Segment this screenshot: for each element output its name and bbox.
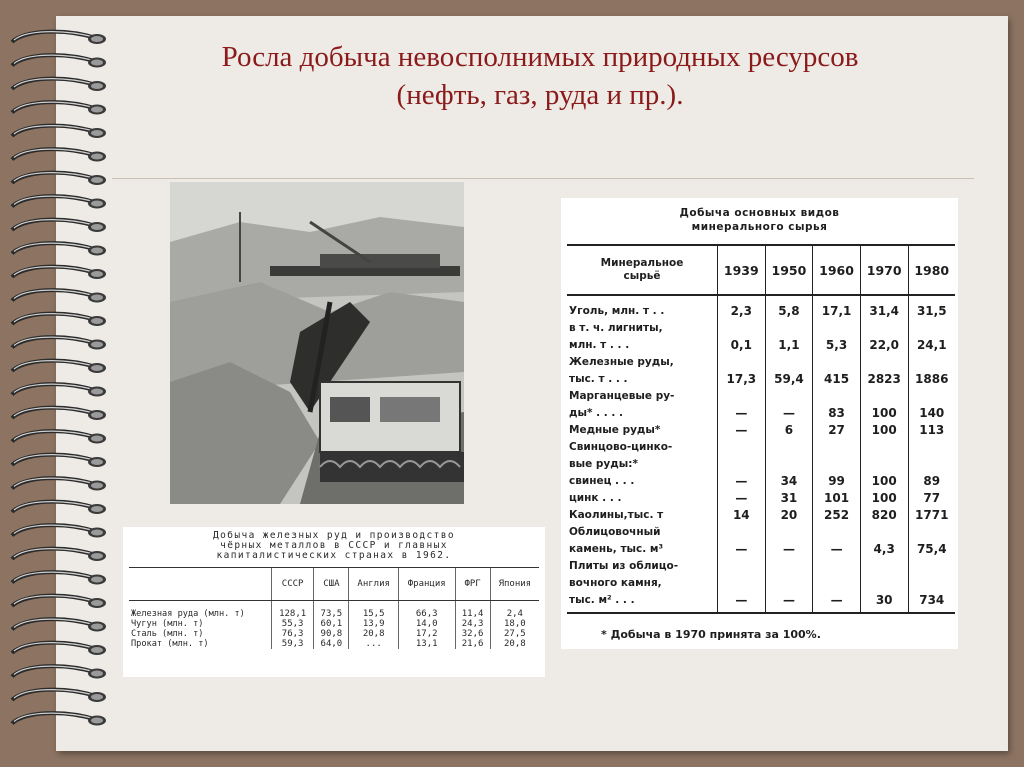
spiral-ring — [12, 713, 106, 725]
table-cell — [765, 574, 813, 591]
row-label: ды* . . . . — [569, 406, 624, 419]
header-cell: ФРГ — [455, 568, 490, 601]
table-row — [567, 540, 955, 557]
spiral-ring — [12, 196, 106, 208]
table-cell: ... — [349, 639, 398, 649]
table-cell — [908, 523, 955, 540]
table-cell: 1,1 — [765, 336, 813, 353]
table-cell — [908, 557, 955, 574]
table-cell: 13,9 — [349, 619, 398, 629]
table-row — [567, 319, 955, 336]
table-cell: 1771 — [908, 506, 955, 523]
spiral-ring — [12, 431, 106, 443]
table-cell: 83 — [813, 404, 861, 421]
row-label: Медные руды* — [569, 423, 661, 436]
table-cell: 34 — [765, 472, 813, 489]
row-label: Свинцово-цинко- — [569, 440, 673, 453]
table-cell: 66,3 — [398, 601, 455, 620]
spiral-ring — [12, 337, 106, 349]
table-cell: 59,3 — [272, 639, 314, 649]
table-cell: — — [718, 489, 766, 506]
spiral-ring — [12, 32, 106, 44]
row-label: Марганцевые ру- — [569, 389, 675, 402]
table-cell — [860, 523, 908, 540]
table-cell: 15,5 — [349, 601, 398, 620]
spiral-ring — [12, 455, 106, 467]
table-cell: — — [765, 404, 813, 421]
table-cell — [765, 557, 813, 574]
table-cell: 100 — [860, 404, 908, 421]
spiral-ring — [12, 502, 106, 514]
table-cell: 17,2 — [398, 629, 455, 639]
row-label: Железная руда (млн. т) — [131, 609, 245, 619]
table-cell: 30 — [860, 591, 908, 613]
table-row — [567, 591, 955, 613]
table-row — [567, 370, 955, 387]
table-cell: 100 — [860, 472, 908, 489]
row-label: Железные руды, — [569, 355, 674, 368]
row-label: Облицовочный — [569, 525, 661, 538]
header-cell — [129, 568, 272, 601]
table-cell: 75,4 — [908, 540, 955, 557]
table-row — [567, 506, 955, 523]
caption-line: чёрных металлов в СССР и главных — [220, 540, 448, 551]
table-cell: 73,5 — [314, 601, 349, 620]
table-cell: 14 — [718, 506, 766, 523]
table-cell: 99 — [813, 472, 861, 489]
table-row — [129, 629, 539, 639]
table-cell — [860, 455, 908, 472]
header-label-line: Минеральное — [600, 257, 684, 269]
row-label: вые руды:* — [569, 457, 638, 470]
caption-line: Добыча железных руд и производство — [212, 530, 456, 541]
spiral-ring — [12, 643, 106, 655]
table-row — [567, 295, 955, 319]
table-cell — [908, 438, 955, 455]
table-row — [567, 387, 955, 404]
table-cell: 60,1 — [314, 619, 349, 629]
table-cell: 13,1 — [398, 639, 455, 649]
table-row — [567, 438, 955, 455]
table-cell: 55,3 — [272, 619, 314, 629]
table-cell: 59,4 — [765, 370, 813, 387]
table-cell: — — [718, 591, 766, 613]
table-cell: 89 — [908, 472, 955, 489]
mineral-table-scan — [561, 198, 958, 649]
row-label: млн. т . . . — [569, 338, 630, 351]
table-cell: 31 — [765, 489, 813, 506]
table-cell: — — [765, 591, 813, 613]
row-label: Чугун (млн. т) — [131, 619, 204, 629]
spiral-ring — [12, 572, 106, 584]
spiral-ring — [12, 549, 106, 561]
table-cell: 140 — [908, 404, 955, 421]
table-row — [567, 557, 955, 574]
table-cell — [765, 387, 813, 404]
spiral-ring — [12, 126, 106, 138]
spiral-ring — [12, 690, 106, 702]
table-cell: 128,1 — [272, 601, 314, 620]
header-cell: СССР — [272, 568, 314, 601]
spiral-ring — [12, 478, 106, 490]
table-cell: 27 — [813, 421, 861, 438]
table-cell — [860, 574, 908, 591]
table-row — [567, 472, 955, 489]
title-divider — [112, 178, 974, 179]
table-cell: 21,6 — [455, 639, 490, 649]
table-row — [129, 619, 539, 629]
table-cell: 820 — [860, 506, 908, 523]
year-header: 1960 — [813, 245, 861, 295]
row-label: Сталь (млн. т) — [131, 629, 204, 639]
table-cell — [718, 353, 766, 370]
year-header: 1939 — [718, 245, 766, 295]
mineral-table — [567, 244, 955, 614]
row-label: в т. ч. лигниты, — [569, 321, 663, 334]
spiral-ring — [12, 314, 106, 326]
table-row — [567, 336, 955, 353]
iron-ore-table-scan — [123, 527, 545, 677]
table-row — [129, 639, 539, 649]
spiral-ring — [12, 361, 106, 373]
table-row — [567, 574, 955, 591]
table-cell: 76,3 — [272, 629, 314, 639]
row-label: Уголь, млн. т . . — [569, 304, 665, 317]
table-row — [567, 353, 955, 370]
slide-title-line1: Росла добыча невосполнимых природных ресурсов — [221, 41, 859, 73]
spiral-ring — [12, 619, 106, 631]
iron-table-header-row — [129, 568, 539, 601]
spiral-ring — [12, 79, 106, 91]
table-cell: 20 — [765, 506, 813, 523]
spiral-binding — [4, 20, 114, 740]
table-cell: — — [813, 540, 861, 557]
table-cell — [860, 438, 908, 455]
table-cell: 31,5 — [908, 295, 955, 319]
table-cell: 24,3 — [455, 619, 490, 629]
table-cell: 22,0 — [860, 336, 908, 353]
table-cell — [718, 455, 766, 472]
year-header: 1950 — [765, 245, 813, 295]
table-cell — [860, 319, 908, 336]
table-row — [567, 421, 955, 438]
table-cell: 17,3 — [718, 370, 766, 387]
table-cell: 113 — [908, 421, 955, 438]
table-row — [567, 523, 955, 540]
table-cell: 5,3 — [813, 336, 861, 353]
spiral-ring — [12, 243, 106, 255]
spiral-ring — [12, 384, 106, 396]
table-cell — [813, 319, 861, 336]
table-cell: 24,1 — [908, 336, 955, 353]
mineral-table-caption — [561, 206, 958, 234]
table-cell: 6 — [765, 421, 813, 438]
row-label: Плиты из облицо- — [569, 559, 679, 572]
table-cell: 90,8 — [314, 629, 349, 639]
table-cell: 32,6 — [455, 629, 490, 639]
table-cell — [765, 353, 813, 370]
table-cell: 77 — [908, 489, 955, 506]
table-cell — [718, 387, 766, 404]
slide-title-line2: (нефть, газ, руда и пр.). — [396, 79, 684, 111]
row-label: камень, тыс. м³ — [569, 542, 664, 555]
table-cell: — — [718, 540, 766, 557]
table-cell: — — [718, 472, 766, 489]
table-cell — [718, 523, 766, 540]
table-cell: 100 — [860, 489, 908, 506]
table-cell: — — [718, 421, 766, 438]
table-cell — [765, 523, 813, 540]
row-label: свинец . . . — [569, 474, 635, 487]
caption-line: Добыча основных видов — [679, 207, 840, 219]
table-row — [567, 455, 955, 472]
table-cell — [718, 438, 766, 455]
table-cell: 20,8 — [349, 629, 398, 639]
spiral-ring — [12, 666, 106, 678]
row-label: цинк . . . — [569, 491, 622, 504]
table-cell: — — [718, 404, 766, 421]
table-cell — [813, 557, 861, 574]
table-cell: — — [813, 591, 861, 613]
iron-table-caption — [123, 531, 545, 561]
table-cell: 2,3 — [718, 295, 766, 319]
slide-title — [120, 38, 960, 114]
header-label — [567, 245, 718, 295]
spiral-ring — [12, 149, 106, 161]
spiral-ring — [12, 220, 106, 232]
table-cell — [908, 387, 955, 404]
table-cell — [765, 455, 813, 472]
spiral-ring — [12, 596, 106, 608]
table-cell — [718, 574, 766, 591]
spiral-ring — [12, 173, 106, 185]
table-cell — [813, 574, 861, 591]
table-cell: 14,0 — [398, 619, 455, 629]
table-cell: 101 — [813, 489, 861, 506]
table-cell: 2,4 — [490, 601, 539, 620]
table-cell: 11,4 — [455, 601, 490, 620]
table-cell: 27,5 — [490, 629, 539, 639]
table-cell — [813, 387, 861, 404]
table-cell — [860, 387, 908, 404]
spiral-ring — [12, 102, 106, 114]
iron-table — [129, 567, 539, 649]
caption-line: капиталистических странах в 1962. — [216, 550, 452, 561]
table-cell: — — [765, 540, 813, 557]
year-header: 1980 — [908, 245, 955, 295]
mineral-table-header-row — [567, 245, 955, 295]
header-label-line: сырьё — [623, 270, 661, 282]
table-cell: 17,1 — [813, 295, 861, 319]
table-cell: 64,0 — [314, 639, 349, 649]
spiral-ring — [12, 408, 106, 420]
row-label: Прокат (млн. т) — [131, 639, 209, 649]
table-cell — [765, 438, 813, 455]
table-cell — [860, 557, 908, 574]
table-cell — [813, 438, 861, 455]
table-cell — [908, 353, 955, 370]
table-cell — [813, 455, 861, 472]
header-cell: Англия — [349, 568, 398, 601]
table-cell — [718, 557, 766, 574]
spiral-ring — [12, 525, 106, 537]
table-cell: 31,4 — [860, 295, 908, 319]
table-cell: 18,0 — [490, 619, 539, 629]
row-label: тыс. м² . . . — [567, 591, 718, 613]
table-cell: 20,8 — [490, 639, 539, 649]
year-header: 1970 — [860, 245, 908, 295]
row-label: тыс. т . . . — [569, 372, 628, 385]
table-cell: 1886 — [908, 370, 955, 387]
spiral-ring — [12, 55, 106, 67]
table-cell: 4,3 — [860, 540, 908, 557]
mineral-table-footnote: * Добыча в 1970 принята за 100%. — [601, 628, 821, 641]
row-label: Каолины,тыс. т — [569, 508, 664, 521]
table-cell — [908, 574, 955, 591]
table-row — [567, 404, 955, 421]
table-cell: 734 — [908, 591, 955, 613]
table-cell: 0,1 — [718, 336, 766, 353]
mining-photo — [170, 182, 464, 504]
spiral-ring — [12, 290, 106, 302]
table-cell — [908, 319, 955, 336]
header-cell: Япония — [490, 568, 539, 601]
table-cell — [860, 353, 908, 370]
table-cell — [765, 319, 813, 336]
table-cell — [813, 353, 861, 370]
table-cell: 2823 — [860, 370, 908, 387]
table-cell: 5,8 — [765, 295, 813, 319]
header-cell: Франция — [398, 568, 455, 601]
table-cell: 252 — [813, 506, 861, 523]
table-cell — [813, 523, 861, 540]
table-cell: 100 — [860, 421, 908, 438]
caption-line: минерального сырья — [691, 221, 828, 233]
table-cell — [908, 455, 955, 472]
table-cell — [718, 319, 766, 336]
row-label: вочного камня, — [569, 576, 662, 589]
table-row — [567, 489, 955, 506]
table-cell: 415 — [813, 370, 861, 387]
table-row — [129, 601, 539, 620]
spiral-ring — [12, 267, 106, 279]
header-cell: США — [314, 568, 349, 601]
